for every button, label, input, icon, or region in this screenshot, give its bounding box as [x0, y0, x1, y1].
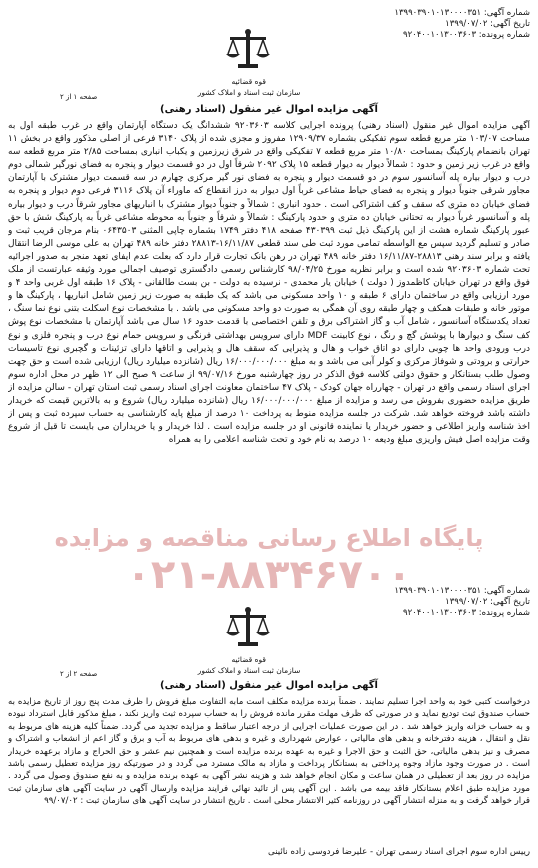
organization-name: سازمان ثبت اسناد و املاک کشور: [197, 666, 301, 675]
signature-line: رییس اداره سوم اجرای اسناد رسمی تهران - علیرضا فردوسی زاده نائینی: [268, 847, 530, 857]
emblem-caption: قوه قضائیه: [231, 77, 266, 86]
judiciary-emblem-icon: [222, 606, 274, 654]
notice-header: [300, 586, 530, 619]
notice-2: [0, 520, 538, 868]
notice-title: آگهی مزایده اموال غیر منقول (اسناد رهنی): [160, 680, 378, 691]
page-label: صفحه ۱ از ۲: [60, 93, 98, 101]
watermark-phone: ۰۲۱-۸۸۳۴۶۷۰۰: [126, 552, 412, 598]
notice-body: درخواست کتبی خود به واحد اجرا تسلیم نمایند . ضمناً برنده مزایده مکلف است مابه التفاوت مبلغ فروش را ظرف مدت پنج روز از تاریخ مزایده به حساب صندوق ثبت تودیع نماید و در صورتی که ظرف مهلت مقرر مانده فروش را به حساب سپرده ثبت واریز نکند ، مبلغ مذکور قابل استرداد نبوده و به حساب خزانه واریز خواهد شد . در این صورت عملیات اجرایی از درجه اعتبار ساقط و مزایده تجدید می گردد. ضمناً کلیه هزینه های مربوط به نقل و انتقال ، هزینه دفترخانه و بدهی های مالیاتی ، عوارض شهرداری و غیره و بدهی های مربوط به آب و برق و گاز اعم از انشعاب و اشتراک و مصرف و نیز بدهی مالیاتی، حق الثبت و حق الاجرا و غیره به عهده برنده مزایده است و همچنین نیم عشر و حق الحراج و مازاد برعهده خریدار است . در صورت وجود مازاد وجوه پرداختی به بستانکار پرداخت و مازاد به مالک مسترد می گردد و در صورتیکه روز مزایده تعطیل رسمی باشد مزایده در روز بعد از تعطیلی در همان ساعت و مکان انجام خواهد شد و هزینه نشر آگهی به عهده برنده مزایده و به نفع صندوق وصول می گردد . مورد مزایده طبق اعلام بستانکار فاقد بیمه می باشد . این آگهی پس از تائید نهائی فرایند مزایده وارسال آگهی در سایت آگهی های سازمان ثبت قرار خواهد گرفت و به منزله انتشار آگهی در روزنامه کثیر الانتشار محلی است . تاریخ انتشار در سایت آگهی های سازمان ثبت : ۹۹/۰۷/۰۲: [8, 697, 530, 807]
notice-body: آگهی مزایده اموال غیر منقول (اسناد رهنی) پرونده اجرایی کلاسه ۹۲۰۳۶۰۳ ششدانگ یک دستگاه آپارتمان واقع در غرب طبقه اول به مساحت ۱۰۳/۰۷ متر مربع قطعه سوم تفکیکی بشماره ۱۲۹۰۹/۳۷ مفروز و مجزی شده از پلاک ۳۱۴۰ فرعی از اصلی مذکور واقع در بخش ۱۱ تهران بانضمام پارکینگ بمساحت ۱۰/۸۰ متر مربع قطعه ۷ تفکیکی واقع در شرق زیرزمین و یکباب انباری بمساحت ۲/۸۵ متر مربع قطعه سه واقع در غرب زیر زمین و حدود : شمالاً دیوار به دیوار قطعه ۱۵ پلاک ۲۰۹۲ شرقاً اول در دو قسمت دیوار و پنجره به فضای نورگیر شمالی دوم درب و دیوار بیاره پله آسانسور سوم در دو قسمت دیوار و پنجره به فضای نور گیر مرکزی چهارم در سه قسمت دیوار مشترک با آپارتمان مجاور شرقی جنوباً دیوار و پنجره به فضای حیاط مشاعی غرباً اول دیوار به درز انقطاع که ماوراء آن پلاک ۳۱۱۶ فرعی دوم دیوار و پنجره به فضای خیابان ده متری که سقف و کف اشتراکی است . حدود انباری : شمالاً و جنوباً دیوار مشترک با انباریهای مجاور شرقاً درب و دیوار بیاره پله و آسانسور غرباً دیوار به تحتانی خیابان ده متری و حدود پارکینگ : شمالاً و شرقاً و جنوباً به محوطه مشاعی غرباً به پارکینگ شش با حق عبور پارکینگ شماره هشت از این پارکینگ ذیل ثبت ۴۳۰۳۹۹ صفحه ۴۱۸ دفتر ۱۷۴۹ بشماره چاپی المثنی ۰۶۴۳۵۰۳ بنام مرجان قریب ثبت و صادر و تسلیم گردید سپس مع الواسطه تمامی مورد ثبت طی سند قطعی ۱۶/۱۱/۸۷-۲۸۸۱۳ دفتر خانه ۴۸۹ تهران به علی موسی الرضا انتقال یافته و برابر سند رهنی ۲۸۸۱۳-۱۶/۱۱/۸۷ دفتر خانه ۴۸۹ تهران در رهن بانک تجارت قرار دارد که بعلت عدم ایفای تعهد منجر به صدور اجرائیه تحت شماره ۹۲۰۳۶۰۳ شده است و برابر نظریه مورخ ۹۸/۰۴/۲۵ کارشناس رسمی دادگستری توصیف اجمالی مورد وثیقه عبارتست از ملک فوق واقع در تهران خیابان کاظمدوز ( دولت ) خیابان یار محمدی - نرسیده به دولت - بن بست طالقانی - پلاک ۱۶ طبقه اول غربی واحد ۴ و مورد ارزیابی واقع در ساختمان دارای ۶ طبقه و ۱۰ واحد مسکونی می باشد که یک طبقه به صورت زیر زمین شامل انباریها ، پارکینگ ها و موتور خانه و طبقات همکف و چهار طبقه روی آن همگی به صورت دو واحد مسکونی می باشد . با مشخصات نوع اسکلت بتنی نوع نما سنگ ، تعداد یکدستگاه آسانسور ، شامل آب و گاز اشتراکی برق و تلفن اختصاصی با قدمت حدود ۱۶ سال می باشد آپارتمان با مشخصات نوع پوش کف سنگ و دیوارها با پوشش گچ و رنگ ، نوع کابینت MDF دارای سرویس بهداشتی فرنگی و سرویس حمام نوع درب و پنجره فلزی و نوع درب ورودی واحد ها چوبی دارای دو اتاق خواب و هال و پذیرایی که سقف هال و پذیرایی و اتاقها دارای تزئینات و گچبری نوع تاسیسات حرارتی و برودتی و شوفاژ مرکزی و کولر آبی می باشد و به مبلغ ۱۶/۰۰۰/۰۰۰/۰۰۰ ریال (شانزده میلیارد ریال) ارزیابی شده است و حق چهت وصول طلب بستانکار و حقوق دولتی کلاسه فوق الذکر در روز چهارشنبه مورخ ۹۹/۰۷/۱۶ از ساعت ۹ صبح الی ۱۲ ظهر در محل اداره سوم اجرای اسناد رسمی واقع در تهران - چهارراه جهان کودک - پلاک ۴۷ ساختمان معاونت اجرای اسناد رسمی ثبت استان تهران - سالن مزایده از طریق مزایده حضوری بفروش می رسد و مزایده از مبلغ ۱۶/۰۰۰/۰۰۰/۰۰۰ ریال (شانزده میلیارد ریال) شروع و به بالاترین قیمت که خریدار داشته باشد فروخته خواهد شد. شرکت در جلسه مزایده منوط به پرداخت ۱۰ درصد از مبلغ پایه کارشناسی به حساب سپرده ثبت و پس از اخذ شناسه واریز اطلاعی و حضور خریدار یا نماینده قانونی او در جلسه مزایده است . لذا خریدار و یا خریداران می بایست تا قبل از شروع وقت مزایده اصل فیش واریزی مبلغ ودیعه ۱۰ درصد به نام خود و تحت شناسه اعلامی را به همراه: [8, 121, 530, 446]
organization-name: سازمان ثبت اسناد و املاک کشور: [197, 88, 301, 97]
case-number: شماره پرونده: ۹۲۰۴۰۰۱۰۱۳۰۰۳۶۰۳: [403, 30, 530, 40]
notice-number: شماره آگهی: ۱۳۹۹۰۳۹۰۱۰۱۳۰۰۰۰۳۵۱: [394, 8, 530, 18]
notice-number: شماره آگهی: ۱۳۹۹۰۳۹۰۱۰۱۳۰۰۰۰۳۵۱: [394, 586, 530, 596]
case-number: شماره پرونده: ۹۲۰۴۰۰۱۰۱۳۰۰۳۶۰۳: [403, 608, 530, 618]
emblem-caption: قوه قضائیه: [231, 655, 266, 664]
notice-header: [300, 8, 530, 41]
notice-title: آگهی مزایده اموال غیر منقول (اسناد رهنی): [160, 104, 378, 115]
notice-date: تاریخ آگهی: ۱۳۹۹/۰۷/۰۲: [445, 597, 530, 607]
notice-date: تاریخ آگهی: ۱۳۹۹/۰۷/۰۲: [445, 19, 530, 29]
judiciary-emblem-icon: [222, 28, 274, 76]
watermark-text: پایگاه اطلاع رسانی مناقصه و مزایده: [54, 524, 484, 552]
page-label: صفحه ۲ از ۲: [60, 670, 98, 678]
